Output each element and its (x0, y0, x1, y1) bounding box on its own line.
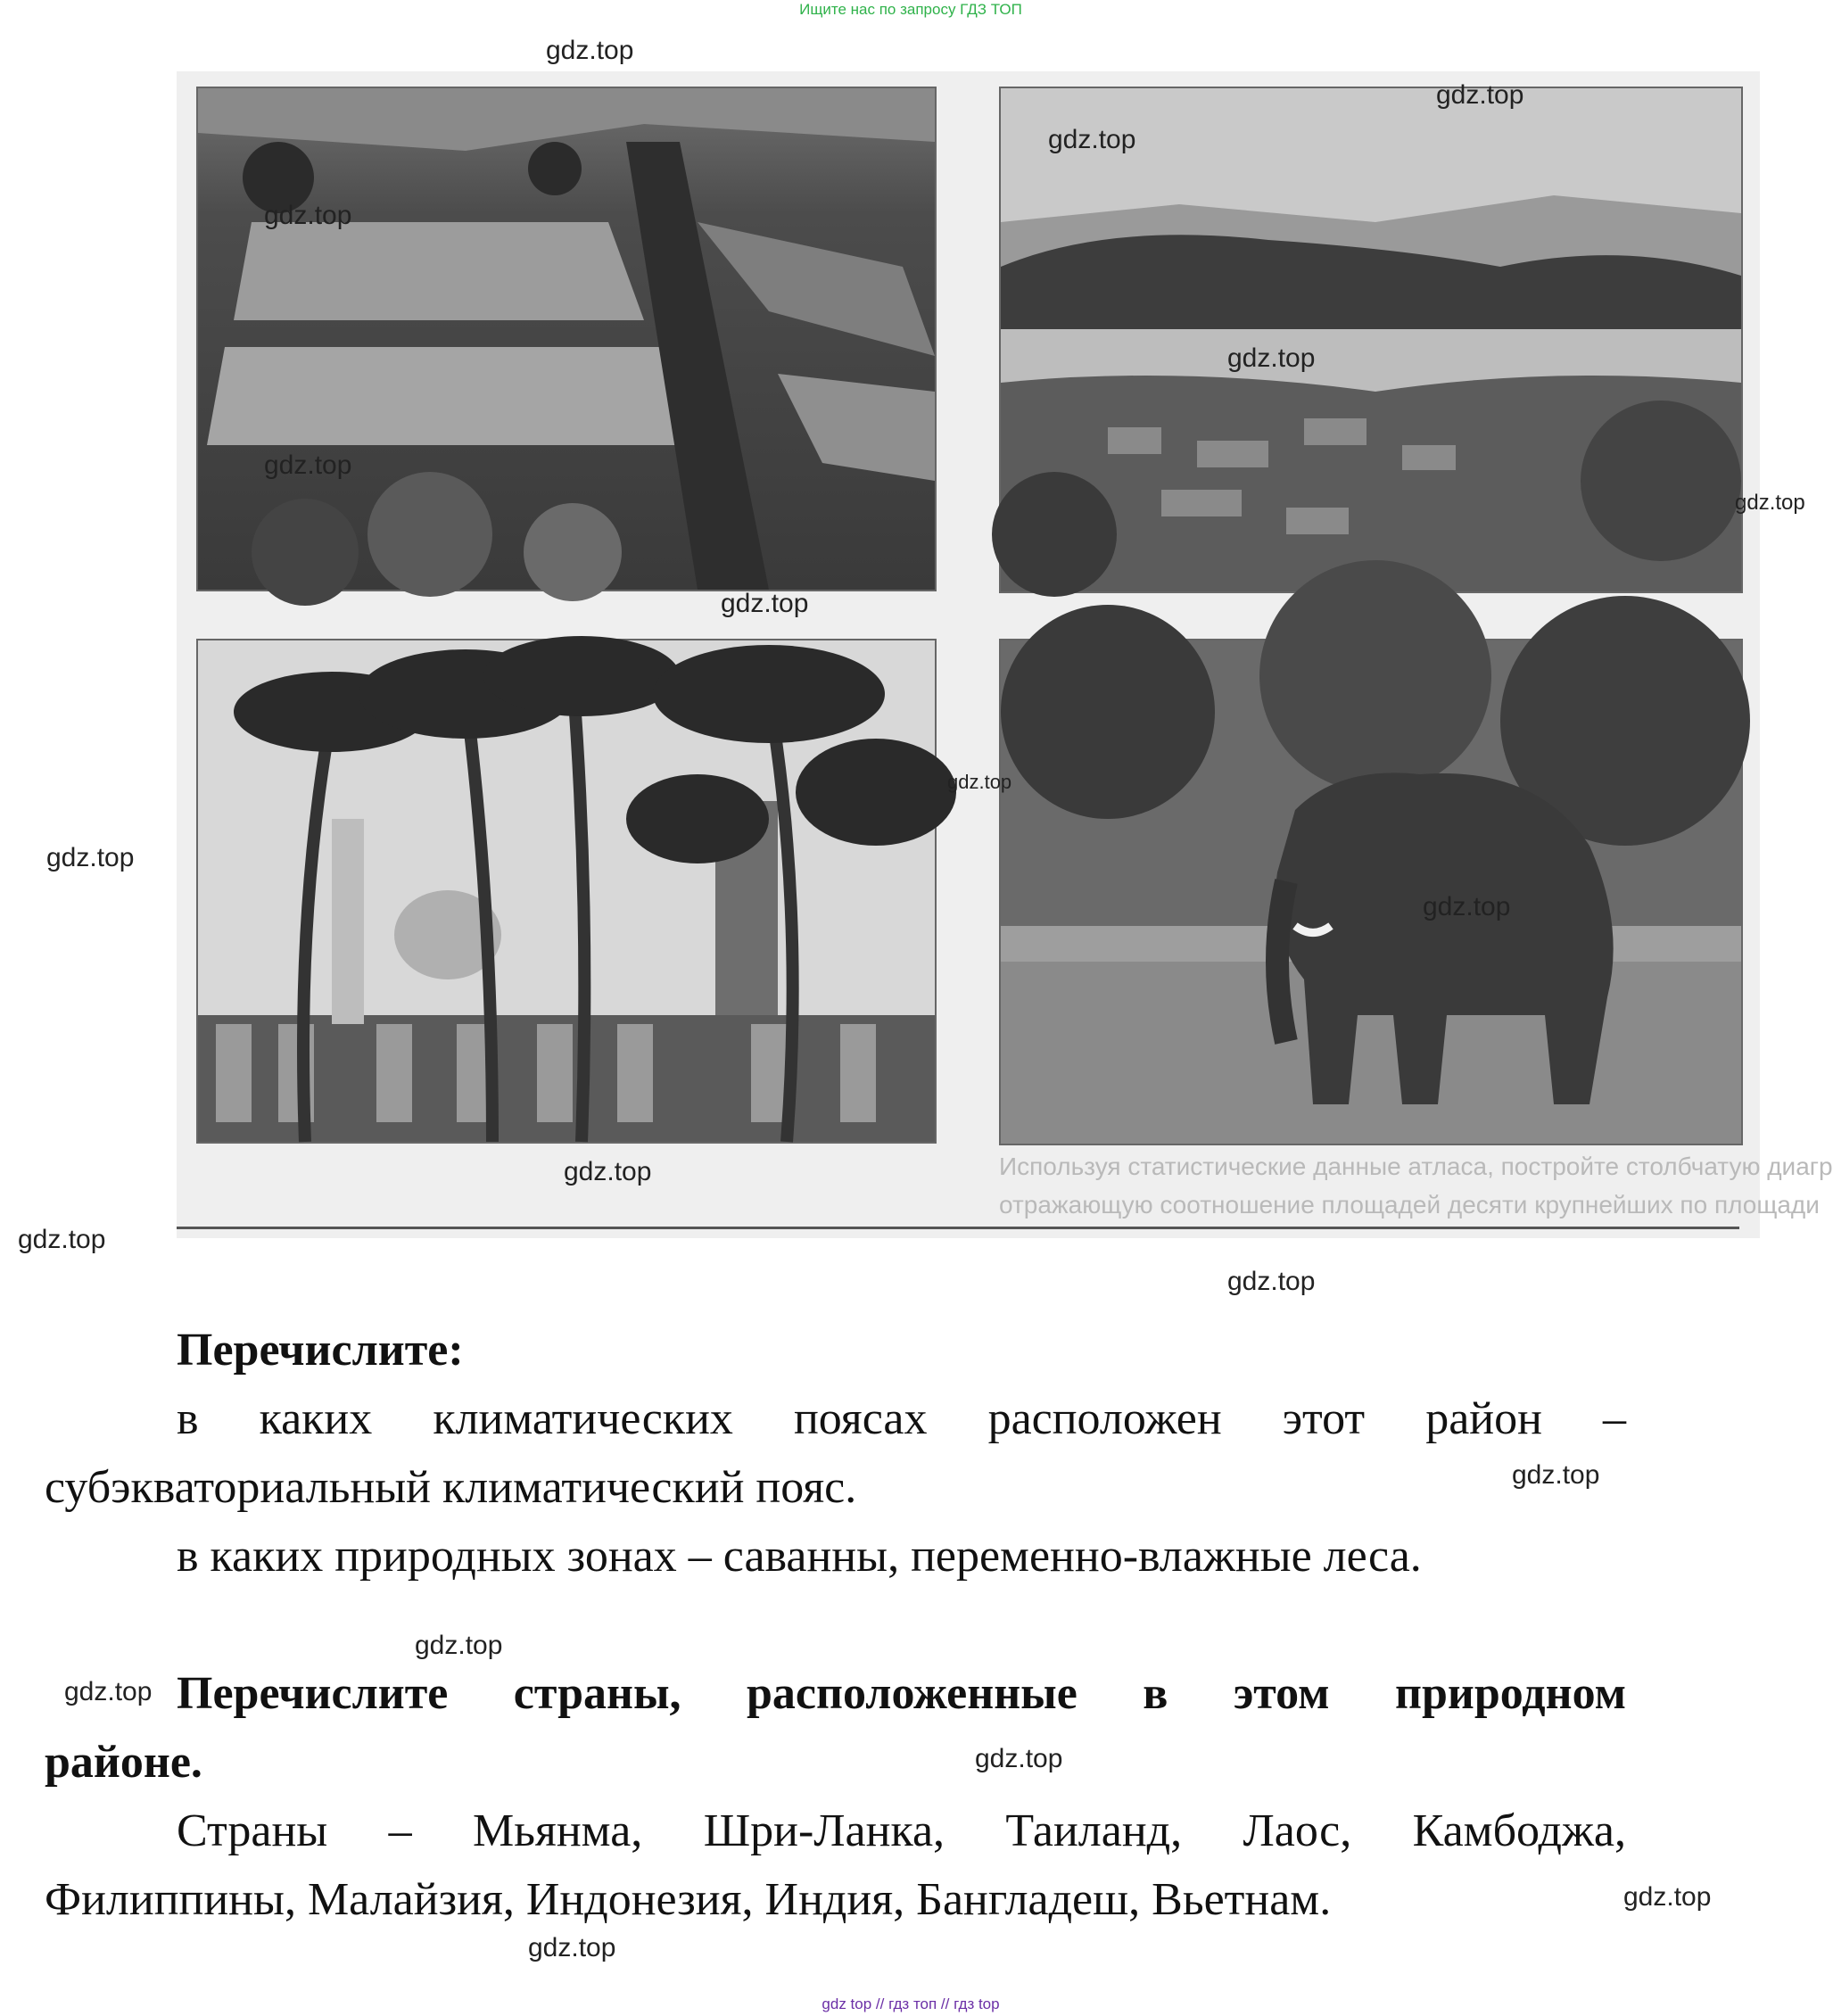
climate-answer-line1: в каких климатических поясах расположен этот район – (177, 1393, 1626, 1444)
watermark: gdz.top (975, 1744, 1063, 1773)
watermark: gdz.top (46, 843, 135, 872)
section1-heading: Перечислите: (177, 1325, 464, 1376)
top-banner[interactable]: Ищите нас по запросу ГДЗ ТОП (799, 1, 1022, 18)
watermark: gdz.top (415, 1631, 503, 1660)
countries-answer-line1: Страны – Мьянма, Шри-Ланка, Таиланд, Лаос, Камбоджа, (177, 1805, 1626, 1856)
watermark: gdz.top (721, 589, 809, 618)
watermark: gdz.top (1048, 125, 1136, 154)
watermark: gdz.top (1423, 892, 1511, 921)
watermark: gdz.top (528, 1933, 616, 1962)
watermark: gdz.top (564, 1157, 652, 1186)
watermark: gdz.top (264, 450, 352, 480)
watermark: gdz.top (18, 1225, 106, 1254)
watermark: gdz.top (1227, 1267, 1316, 1296)
divider-rule (177, 1227, 1739, 1229)
watermark: gdz.top (1623, 1882, 1712, 1912)
section2-heading-line1: Перечислите страны, расположенные в этом природном (177, 1668, 1626, 1719)
footer-links[interactable]: gdz top // гдз топ // гдз top (822, 1995, 1000, 2012)
mosque-palms-photo (196, 639, 937, 1144)
countries-answer-line2: Филиппины, Малайзия, Индонезия, Индия, Бангладеш, Вьетнам. (45, 1874, 1332, 1925)
watermark: gdz.top (1436, 80, 1524, 110)
lake-village-photo (999, 87, 1743, 593)
elephant-photo (999, 639, 1743, 1145)
climate-answer-line2: субэкваториальный климатический пояс. (45, 1462, 857, 1513)
watermark: gdz.top (947, 771, 1012, 793)
blurred-caption-line1: Используя статистические данные атласа, постройте столбчатую диагр (999, 1153, 1833, 1180)
watermark: gdz.top (64, 1677, 153, 1706)
watermark: gdz.top (1227, 343, 1316, 373)
zones-answer: в каких природных зонах – саванны, переменно-влажные леса. (177, 1531, 1422, 1582)
rice-fields-photo (196, 87, 937, 591)
watermark: gdz.top (1512, 1460, 1600, 1490)
watermark: gdz.top (546, 36, 634, 65)
watermark: gdz.top (264, 201, 352, 230)
watermark: gdz.top (1735, 491, 1805, 515)
section2-heading-line2: районе. (45, 1737, 202, 1788)
blurred-caption-line2: отражающую соотношение площадей десяти крупнейших по площади (999, 1191, 1820, 1219)
